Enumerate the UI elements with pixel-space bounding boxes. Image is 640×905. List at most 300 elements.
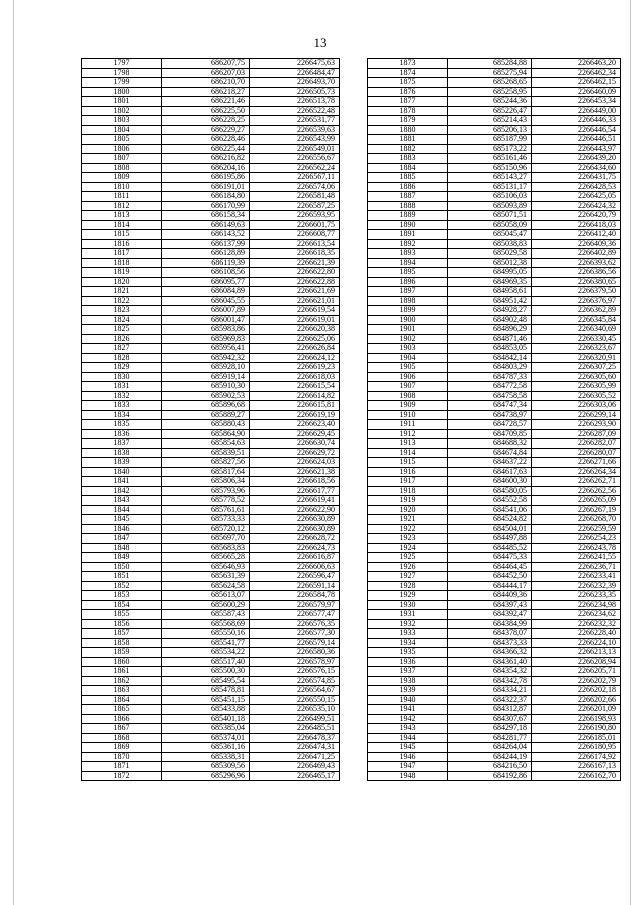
x-coordinate: 685942,32	[162, 353, 250, 363]
x-coordinate: 685131,17	[448, 182, 532, 192]
point-number: 1917	[368, 477, 448, 487]
table-row	[82, 372, 340, 382]
y-coordinate: 2266619,19	[250, 410, 340, 420]
y-coordinate: 2266462,34	[532, 68, 621, 78]
point-number: 1860	[82, 657, 162, 667]
x-coordinate: 686207,75	[162, 59, 250, 69]
y-coordinate: 2266622,88	[250, 277, 340, 287]
table-row	[82, 163, 340, 173]
table-row	[82, 334, 340, 344]
point-number: 1902	[368, 334, 448, 344]
point-number: 1912	[368, 429, 448, 439]
y-coordinate: 2266380,65	[532, 277, 621, 287]
table-row	[368, 163, 621, 173]
x-coordinate: 684637,22	[448, 458, 532, 468]
x-coordinate: 685309,56	[162, 762, 250, 772]
table-row	[368, 363, 621, 373]
x-coordinate: 685817,64	[162, 467, 250, 477]
table-row	[82, 277, 340, 287]
table-row	[368, 477, 621, 487]
y-coordinate: 2266624,03	[250, 458, 340, 468]
point-number: 1930	[368, 600, 448, 610]
y-coordinate: 2266201,09	[532, 705, 621, 715]
y-coordinate: 2266446,54	[532, 125, 621, 135]
point-number: 1818	[82, 258, 162, 268]
x-coordinate: 684444,17	[448, 581, 532, 591]
x-coordinate: 685534,22	[162, 648, 250, 658]
table-row	[82, 543, 340, 553]
y-coordinate: 2266471,25	[250, 752, 340, 762]
table-row	[82, 125, 340, 135]
y-coordinate: 2266379,50	[532, 287, 621, 297]
table-row	[368, 296, 621, 306]
y-coordinate: 2266446,51	[532, 135, 621, 145]
point-number: 1935	[368, 648, 448, 658]
x-coordinate: 684497,88	[448, 534, 532, 544]
table-row	[368, 106, 621, 116]
table-row	[82, 477, 340, 487]
table-row	[368, 743, 621, 753]
point-number: 1908	[368, 391, 448, 401]
x-coordinate: 685275,94	[448, 68, 532, 78]
table-row	[368, 239, 621, 249]
point-number: 1804	[82, 125, 162, 135]
table-row	[368, 524, 621, 534]
table-row	[368, 429, 621, 439]
y-coordinate: 2266531,77	[250, 116, 340, 126]
point-number: 1910	[368, 410, 448, 420]
table-row	[368, 553, 621, 563]
table-row	[82, 714, 340, 724]
y-coordinate: 2266449,00	[532, 106, 621, 116]
y-coordinate: 2266434,60	[532, 163, 621, 173]
x-coordinate: 685854,63	[162, 439, 250, 449]
x-coordinate: 685969,83	[162, 334, 250, 344]
point-number: 1872	[82, 771, 162, 781]
y-coordinate: 2266462,15	[532, 78, 621, 88]
x-coordinate: 685478,81	[162, 686, 250, 696]
point-number: 1939	[368, 686, 448, 696]
y-coordinate: 2266475,63	[250, 59, 340, 69]
table-row	[82, 192, 340, 202]
y-coordinate: 2266162,70	[532, 771, 621, 781]
y-coordinate: 2266460,09	[532, 87, 621, 97]
table-row	[368, 657, 621, 667]
point-number: 1903	[368, 344, 448, 354]
table-row	[82, 505, 340, 515]
coordinates-table-right	[367, 58, 621, 781]
table-row	[368, 135, 621, 145]
table-row	[368, 410, 621, 420]
y-coordinate: 2266614,82	[250, 391, 340, 401]
table-row	[368, 144, 621, 154]
x-coordinate: 685839,51	[162, 448, 250, 458]
x-coordinate: 684902,48	[448, 315, 532, 325]
point-number: 1797	[82, 59, 162, 69]
y-coordinate: 2266493,70	[250, 78, 340, 88]
point-number: 1919	[368, 496, 448, 506]
table-row	[82, 524, 340, 534]
table-row	[82, 78, 340, 88]
point-number: 1824	[82, 315, 162, 325]
y-coordinate: 2266606,63	[250, 562, 340, 572]
table-row	[368, 258, 621, 268]
x-coordinate: 684787,33	[448, 372, 532, 382]
y-coordinate: 2266619,41	[250, 496, 340, 506]
x-coordinate: 685880,43	[162, 420, 250, 430]
x-coordinate: 685613,07	[162, 591, 250, 601]
table-row	[368, 182, 621, 192]
table-row	[82, 629, 340, 639]
point-number: 1883	[368, 154, 448, 164]
point-number: 1914	[368, 448, 448, 458]
table-row	[368, 600, 621, 610]
x-coordinate: 685587,43	[162, 610, 250, 620]
coordinates-table-left	[81, 58, 340, 781]
point-number: 1874	[368, 68, 448, 78]
table-row	[82, 771, 340, 781]
table-row	[82, 648, 340, 658]
x-coordinate: 685683,83	[162, 543, 250, 553]
point-number: 1857	[82, 629, 162, 639]
table-row	[368, 458, 621, 468]
point-number: 1822	[82, 296, 162, 306]
point-number: 1913	[368, 439, 448, 449]
x-coordinate: 685956,41	[162, 344, 250, 354]
x-coordinate: 684853,05	[448, 344, 532, 354]
table-row	[82, 401, 340, 411]
y-coordinate: 2266202,18	[532, 686, 621, 696]
point-number: 1924	[368, 543, 448, 553]
table-row	[82, 249, 340, 259]
x-coordinate: 685143,27	[448, 173, 532, 183]
point-number: 1879	[368, 116, 448, 126]
x-coordinate: 685919,14	[162, 372, 250, 382]
y-coordinate: 2266621,38	[250, 467, 340, 477]
x-coordinate: 684958,61	[448, 287, 532, 297]
table-row	[368, 695, 621, 705]
x-coordinate: 684688,32	[448, 439, 532, 449]
point-number: 1911	[368, 420, 448, 430]
point-number: 1835	[82, 420, 162, 430]
table-row	[82, 572, 340, 582]
y-coordinate: 2266234,62	[532, 610, 621, 620]
x-coordinate: 685071,51	[448, 211, 532, 221]
table-row	[368, 154, 621, 164]
point-number: 1901	[368, 325, 448, 335]
x-coordinate: 685500,30	[162, 667, 250, 677]
x-coordinate: 685187,99	[448, 135, 532, 145]
point-number: 1829	[82, 363, 162, 373]
point-number: 1893	[368, 249, 448, 259]
x-coordinate: 684452,50	[448, 572, 532, 582]
table-row	[368, 125, 621, 135]
y-coordinate: 2266619,01	[250, 315, 340, 325]
table-row	[368, 382, 621, 392]
point-number: 1922	[368, 524, 448, 534]
table-row	[82, 562, 340, 572]
table-row	[368, 543, 621, 553]
point-number: 1918	[368, 486, 448, 496]
x-coordinate: 686170,99	[162, 201, 250, 211]
table-row	[368, 448, 621, 458]
point-number: 1892	[368, 239, 448, 249]
y-coordinate: 2266236,71	[532, 562, 621, 572]
y-coordinate: 2266190,80	[532, 724, 621, 734]
x-coordinate: 684552,58	[448, 496, 532, 506]
table-row	[368, 771, 621, 781]
point-number: 1878	[368, 106, 448, 116]
table-row	[82, 733, 340, 743]
y-coordinate: 2266574,06	[250, 182, 340, 192]
table-row	[368, 610, 621, 620]
point-number: 1928	[368, 581, 448, 591]
table-row	[82, 154, 340, 164]
table-row	[82, 534, 340, 544]
y-coordinate: 2266280,07	[532, 448, 621, 458]
y-coordinate: 2266625,06	[250, 334, 340, 344]
table-row	[368, 268, 621, 278]
x-coordinate: 685495,54	[162, 676, 250, 686]
x-coordinate: 685646,93	[162, 562, 250, 572]
y-coordinate: 2266425,05	[532, 192, 621, 202]
y-coordinate: 2266202,66	[532, 695, 621, 705]
x-coordinate: 686184,80	[162, 192, 250, 202]
table-row	[368, 534, 621, 544]
y-coordinate: 2266323,67	[532, 344, 621, 354]
y-coordinate: 2266549,01	[250, 144, 340, 154]
point-number: 1858	[82, 638, 162, 648]
x-coordinate: 686001,47	[162, 315, 250, 325]
y-coordinate: 2266265,09	[532, 496, 621, 506]
table-row	[82, 686, 340, 696]
table-row	[368, 211, 621, 221]
y-coordinate: 2266630,89	[250, 515, 340, 525]
y-coordinate: 2266576,35	[250, 619, 340, 629]
y-coordinate: 2266386,56	[532, 268, 621, 278]
point-number: 1831	[82, 382, 162, 392]
x-coordinate: 684312,87	[448, 705, 532, 715]
x-coordinate: 686137,99	[162, 239, 250, 249]
point-number: 1854	[82, 600, 162, 610]
x-coordinate: 686228,46	[162, 135, 250, 145]
y-coordinate: 2266362,89	[532, 306, 621, 316]
table-row	[368, 638, 621, 648]
table-row	[368, 353, 621, 363]
point-number: 1840	[82, 467, 162, 477]
x-coordinate: 684758,58	[448, 391, 532, 401]
y-coordinate: 2266608,77	[250, 230, 340, 240]
point-number: 1865	[82, 705, 162, 715]
y-coordinate: 2266626,84	[250, 344, 340, 354]
y-coordinate: 2266180,95	[532, 743, 621, 753]
point-number: 1809	[82, 173, 162, 183]
point-number: 1873	[368, 59, 448, 69]
x-coordinate: 684475,33	[448, 553, 532, 563]
y-coordinate: 2266579,97	[250, 600, 340, 610]
x-coordinate: 685793,96	[162, 486, 250, 496]
y-coordinate: 2266208,94	[532, 657, 621, 667]
x-coordinate: 686128,89	[162, 249, 250, 259]
table-row	[82, 724, 340, 734]
x-coordinate: 685012,38	[448, 258, 532, 268]
y-coordinate: 2266305,60	[532, 372, 621, 382]
y-coordinate: 2266601,75	[250, 220, 340, 230]
point-number: 1947	[368, 762, 448, 772]
point-number: 1867	[82, 724, 162, 734]
table-row	[82, 429, 340, 439]
x-coordinate: 685206,13	[448, 125, 532, 135]
point-number: 1890	[368, 220, 448, 230]
point-number: 1842	[82, 486, 162, 496]
table-row	[368, 87, 621, 97]
x-coordinate: 686218,27	[162, 87, 250, 97]
page-number: 13	[313, 35, 327, 50]
table-row	[82, 581, 340, 591]
point-number: 1948	[368, 771, 448, 781]
y-coordinate: 2266567,11	[250, 173, 340, 183]
point-number: 1841	[82, 477, 162, 487]
y-coordinate: 2266264,34	[532, 467, 621, 477]
point-number: 1817	[82, 249, 162, 259]
table-row	[82, 201, 340, 211]
x-coordinate: 684738,97	[448, 410, 532, 420]
table-row	[82, 315, 340, 325]
x-coordinate: 685296,96	[162, 771, 250, 781]
y-coordinate: 2266616,87	[250, 553, 340, 563]
point-number: 1923	[368, 534, 448, 544]
point-number: 1938	[368, 676, 448, 686]
point-number: 1853	[82, 591, 162, 601]
x-coordinate: 686158,34	[162, 211, 250, 221]
table-row	[368, 439, 621, 449]
x-coordinate: 684342,78	[448, 676, 532, 686]
y-coordinate: 2266243,78	[532, 543, 621, 553]
y-coordinate: 2266205,71	[532, 667, 621, 677]
point-number: 1868	[82, 733, 162, 743]
x-coordinate: 685761,61	[162, 505, 250, 515]
y-coordinate: 2266580,36	[250, 648, 340, 658]
x-coordinate: 685864,90	[162, 429, 250, 439]
point-number: 1869	[82, 743, 162, 753]
table-row	[368, 192, 621, 202]
x-coordinate: 685733,33	[162, 515, 250, 525]
x-coordinate: 685161,46	[448, 154, 532, 164]
x-coordinate: 686143,52	[162, 230, 250, 240]
y-coordinate: 2266320,91	[532, 353, 621, 363]
point-number: 1825	[82, 325, 162, 335]
point-number: 1897	[368, 287, 448, 297]
y-coordinate: 2266577,30	[250, 629, 340, 639]
y-coordinate: 2266581,48	[250, 192, 340, 202]
table-row	[82, 211, 340, 221]
point-number: 1871	[82, 762, 162, 772]
x-coordinate: 685361,16	[162, 743, 250, 753]
x-coordinate: 685624,58	[162, 581, 250, 591]
y-coordinate: 2266287,09	[532, 429, 621, 439]
point-number: 1898	[368, 296, 448, 306]
point-number: 1861	[82, 667, 162, 677]
point-number: 1833	[82, 401, 162, 411]
table-row	[82, 220, 340, 230]
x-coordinate: 685720,12	[162, 524, 250, 534]
y-coordinate: 2266618,35	[250, 249, 340, 259]
y-coordinate: 2266620,38	[250, 325, 340, 335]
scan-margin-line-right	[630, 0, 631, 905]
point-number: 1925	[368, 553, 448, 563]
table-row	[82, 144, 340, 154]
x-coordinate: 685889,27	[162, 410, 250, 420]
y-coordinate: 2266463,20	[532, 59, 621, 69]
x-coordinate: 685541,77	[162, 638, 250, 648]
y-coordinate: 2266613,54	[250, 239, 340, 249]
table-row	[82, 676, 340, 686]
point-number: 1798	[82, 68, 162, 78]
y-coordinate: 2266393,62	[532, 258, 621, 268]
y-coordinate: 2266234,98	[532, 600, 621, 610]
y-coordinate: 2266224,10	[532, 638, 621, 648]
point-number: 1830	[82, 372, 162, 382]
point-number: 1876	[368, 87, 448, 97]
point-number: 1832	[82, 391, 162, 401]
table-row	[368, 230, 621, 240]
table-row	[368, 420, 621, 430]
table-row	[82, 268, 340, 278]
x-coordinate: 684928,27	[448, 306, 532, 316]
table-row	[368, 220, 621, 230]
point-number: 1932	[368, 619, 448, 629]
x-coordinate: 685928,10	[162, 363, 250, 373]
x-coordinate: 685827,56	[162, 458, 250, 468]
y-coordinate: 2266262,56	[532, 486, 621, 496]
x-coordinate: 686084,89	[162, 287, 250, 297]
point-number: 1856	[82, 619, 162, 629]
y-coordinate: 2266629,45	[250, 429, 340, 439]
y-coordinate: 2266576,15	[250, 667, 340, 677]
point-number: 1882	[368, 144, 448, 154]
table-row	[368, 97, 621, 107]
point-number: 1929	[368, 591, 448, 601]
point-number: 1896	[368, 277, 448, 287]
point-number: 1920	[368, 505, 448, 515]
point-number: 1847	[82, 534, 162, 544]
point-number: 1849	[82, 553, 162, 563]
point-number: 1814	[82, 220, 162, 230]
y-coordinate: 2266233,41	[532, 572, 621, 582]
point-number: 1927	[368, 572, 448, 582]
table-row	[82, 420, 340, 430]
table-row	[368, 315, 621, 325]
y-coordinate: 2266213,13	[532, 648, 621, 658]
table-row	[368, 116, 621, 126]
point-number: 1886	[368, 182, 448, 192]
x-coordinate: 684366,32	[448, 648, 532, 658]
point-number: 1828	[82, 353, 162, 363]
table-row	[368, 515, 621, 525]
y-coordinate: 2266630,89	[250, 524, 340, 534]
point-number: 1802	[82, 106, 162, 116]
y-coordinate: 2266305,99	[532, 382, 621, 392]
table-row	[82, 382, 340, 392]
point-number: 1821	[82, 287, 162, 297]
x-coordinate: 684307,67	[448, 714, 532, 724]
table-row	[368, 581, 621, 591]
y-coordinate: 2266262,71	[532, 477, 621, 487]
table-row	[82, 296, 340, 306]
point-number: 1891	[368, 230, 448, 240]
table-row	[82, 59, 340, 69]
point-number: 1816	[82, 239, 162, 249]
